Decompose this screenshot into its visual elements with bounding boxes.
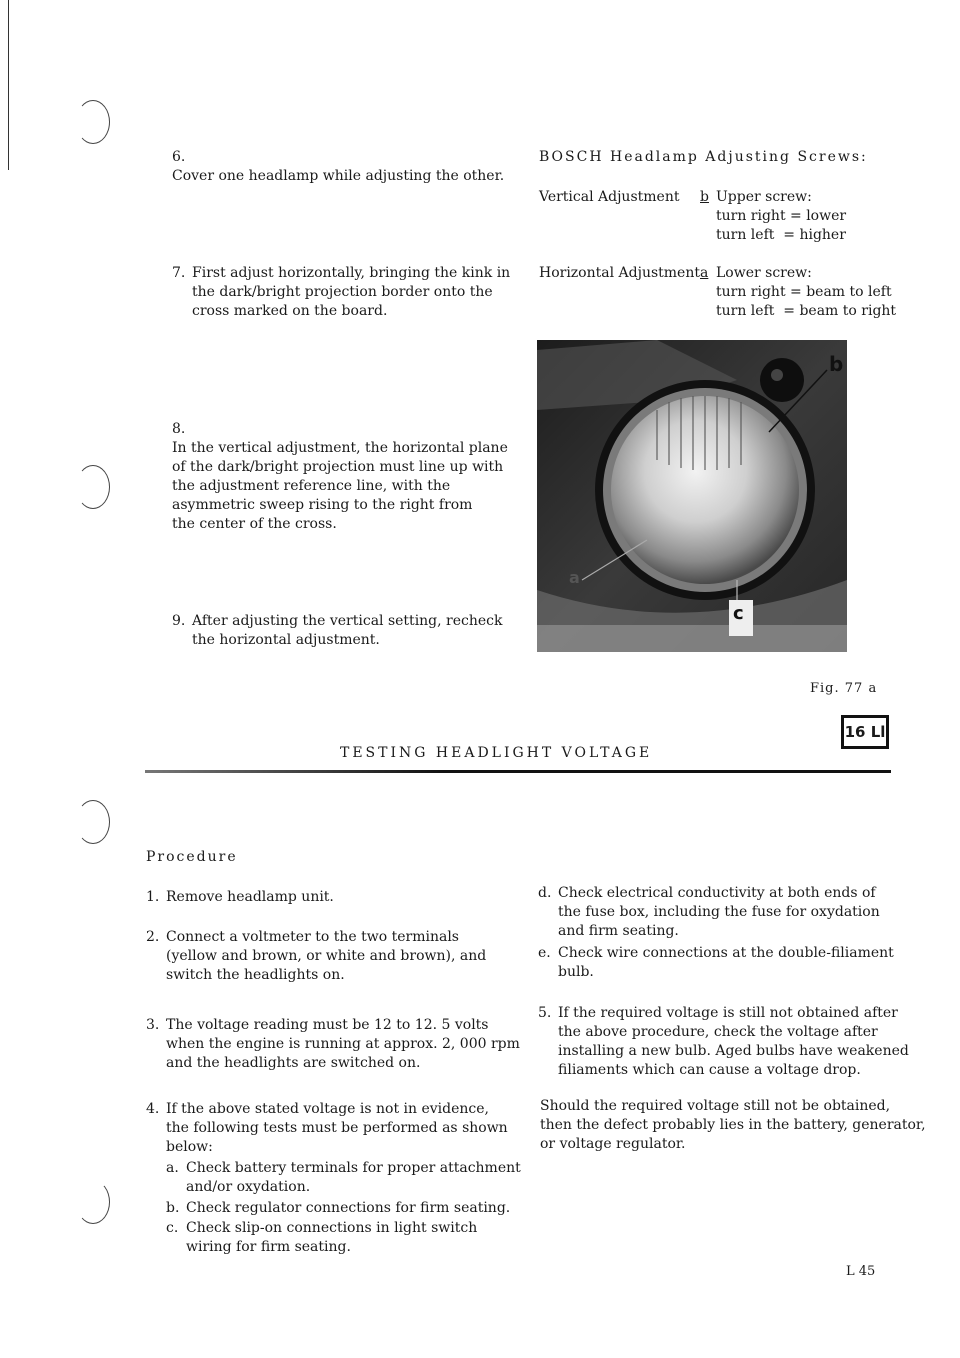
punch-hole-4 (76, 1180, 110, 1224)
procedure-step-4 (146, 1100, 536, 1157)
step-line: the horizontal adjustment. (192, 632, 380, 648)
horizontal-screw-info (716, 264, 916, 321)
sub-step-line: the fuse box, including the fuse for oxydation (558, 904, 880, 920)
procedure-step-2 (146, 928, 526, 985)
bosch-title: BOSCH Headlamp Adjusting Screws: (539, 149, 868, 165)
step-line: when the engine is running at approx. 2, 000 rpm (166, 1036, 520, 1052)
sub-step-line: Check battery terminals for proper attachment (186, 1160, 521, 1176)
page-section-badge: 16 Ll (841, 715, 889, 749)
sub-step-label: d. (538, 885, 552, 901)
step-line: switch the headlights on. (166, 967, 345, 983)
screw-line: turn left = beam to right (716, 303, 897, 319)
closing-line: Should the required voltage still not be obtained, (540, 1098, 891, 1114)
screw-line: turn left = higher (716, 227, 846, 243)
step-line: the above procedure, check the voltage after (558, 1024, 878, 1040)
section-title: TESTING HEADLIGHT VOLTAGE (340, 745, 653, 761)
callout-c: c (733, 603, 744, 624)
step-line: After adjusting the vertical setting, recheck (192, 613, 503, 629)
step-number: 2. (146, 929, 160, 945)
step-number: 8. (172, 421, 186, 437)
step-line: Connect a voltmeter to the two terminals (166, 929, 459, 945)
step-number: 3. (146, 1017, 160, 1033)
step-number: 9. (172, 613, 186, 629)
punch-hole-3 (76, 800, 110, 844)
sub-step-label: b. (166, 1200, 180, 1216)
screw-line: turn right = beam to left (716, 284, 892, 300)
step-line: and the headlights are switched on. (166, 1055, 421, 1071)
sub-step-line: bulb. (558, 964, 594, 980)
step-9 (172, 612, 522, 650)
screw-line: turn right = lower (716, 208, 847, 224)
vertical-letter: b (700, 189, 709, 205)
punch-hole-1 (76, 100, 110, 144)
headlamp-photo (537, 340, 847, 652)
step-line: below: (166, 1139, 213, 1155)
sub-step-label: c. (166, 1220, 179, 1236)
step-number: 6. (172, 149, 186, 165)
sub-step-a (166, 1159, 546, 1197)
step-line: the dark/bright projection border onto the (192, 284, 493, 300)
sub-step-line: and/or oxydation. (186, 1179, 311, 1195)
step-number: 4. (146, 1101, 160, 1117)
horizontal-adjustment-label: Horizontal Adjustment (539, 265, 700, 281)
step-line: Remove headlamp unit. (166, 889, 334, 905)
procedure-step-1 (146, 888, 526, 907)
step-6 (172, 148, 522, 186)
step-line: If the required voltage is still not obtained after (558, 1005, 898, 1021)
step-line: (yellow and brown, or white and brown), and (166, 948, 487, 964)
section-rule (145, 770, 891, 773)
sub-step-line: wiring for firm seating. (186, 1239, 351, 1255)
step-line: Cover one headlamp while adjusting the other. (172, 168, 505, 184)
screw-line: Lower screw: (716, 265, 812, 281)
vertical-adjustment-label: Vertical Adjustment (539, 189, 680, 205)
step-line: of the dark/bright projection must line up with (172, 459, 504, 475)
sub-step-d (538, 884, 918, 941)
step-line: cross marked on the board. (192, 303, 388, 319)
step-8 (172, 420, 522, 534)
sub-step-line: Check electrical conductivity at both ends of (558, 885, 876, 901)
closing-line: then the defect probably lies in the battery, generator, (540, 1117, 926, 1133)
sub-step-b (166, 1199, 546, 1218)
punch-hole-2 (76, 465, 110, 509)
step-line: installing a new bulb. Aged bulbs have weakened (558, 1043, 909, 1059)
procedure-step-3 (146, 1016, 536, 1073)
step-line: the following tests must be performed as shown (166, 1120, 508, 1136)
sub-step-line: Check wire connections at the double-filiament (558, 945, 894, 961)
callout-b: b (829, 352, 844, 376)
step-line: In the vertical adjustment, the horizontal plane (172, 440, 508, 456)
step-line: If the above stated voltage is not in evidence, (166, 1101, 489, 1117)
step-line: First adjust horizontally, bringing the kink in (192, 265, 511, 281)
closing-line: or voltage regulator. (540, 1136, 686, 1152)
page-number: L 45 (846, 1264, 876, 1279)
sub-step-label: e. (538, 945, 551, 961)
binder-margin-line (8, 0, 9, 170)
closing-paragraph (540, 1097, 930, 1154)
headlamp-illustration (537, 340, 847, 652)
sub-step-e (538, 944, 918, 982)
figure-caption: Fig. 77 a (810, 681, 878, 696)
screw-line: Upper screw: (716, 189, 812, 205)
procedure-step-5 (538, 1004, 918, 1080)
step-line: asymmetric sweep rising to the right from (172, 497, 473, 513)
step-line: the adjustment reference line, with the (172, 478, 451, 494)
callout-a: a (569, 568, 580, 587)
step-number: 7. (172, 265, 186, 281)
horizontal-letter: a (700, 265, 709, 281)
step-line: The voltage reading must be 12 to 12. 5 volts (166, 1017, 489, 1033)
vertical-screw-info (716, 188, 906, 245)
procedure-heading: Procedure (146, 849, 238, 865)
sub-step-line: Check slip-on connections in light switch (186, 1220, 478, 1236)
step-7 (172, 264, 522, 321)
sub-step-line: Check regulator connections for firm seating. (186, 1200, 511, 1216)
sub-step-label: a. (166, 1160, 179, 1176)
sub-step-line: and firm seating. (558, 923, 679, 939)
sub-step-c (166, 1219, 546, 1257)
step-line: the center of the cross. (172, 516, 337, 532)
step-number: 1. (146, 889, 160, 905)
step-line: filiaments which can cause a voltage drop. (558, 1062, 861, 1078)
step-number: 5. (538, 1005, 552, 1021)
